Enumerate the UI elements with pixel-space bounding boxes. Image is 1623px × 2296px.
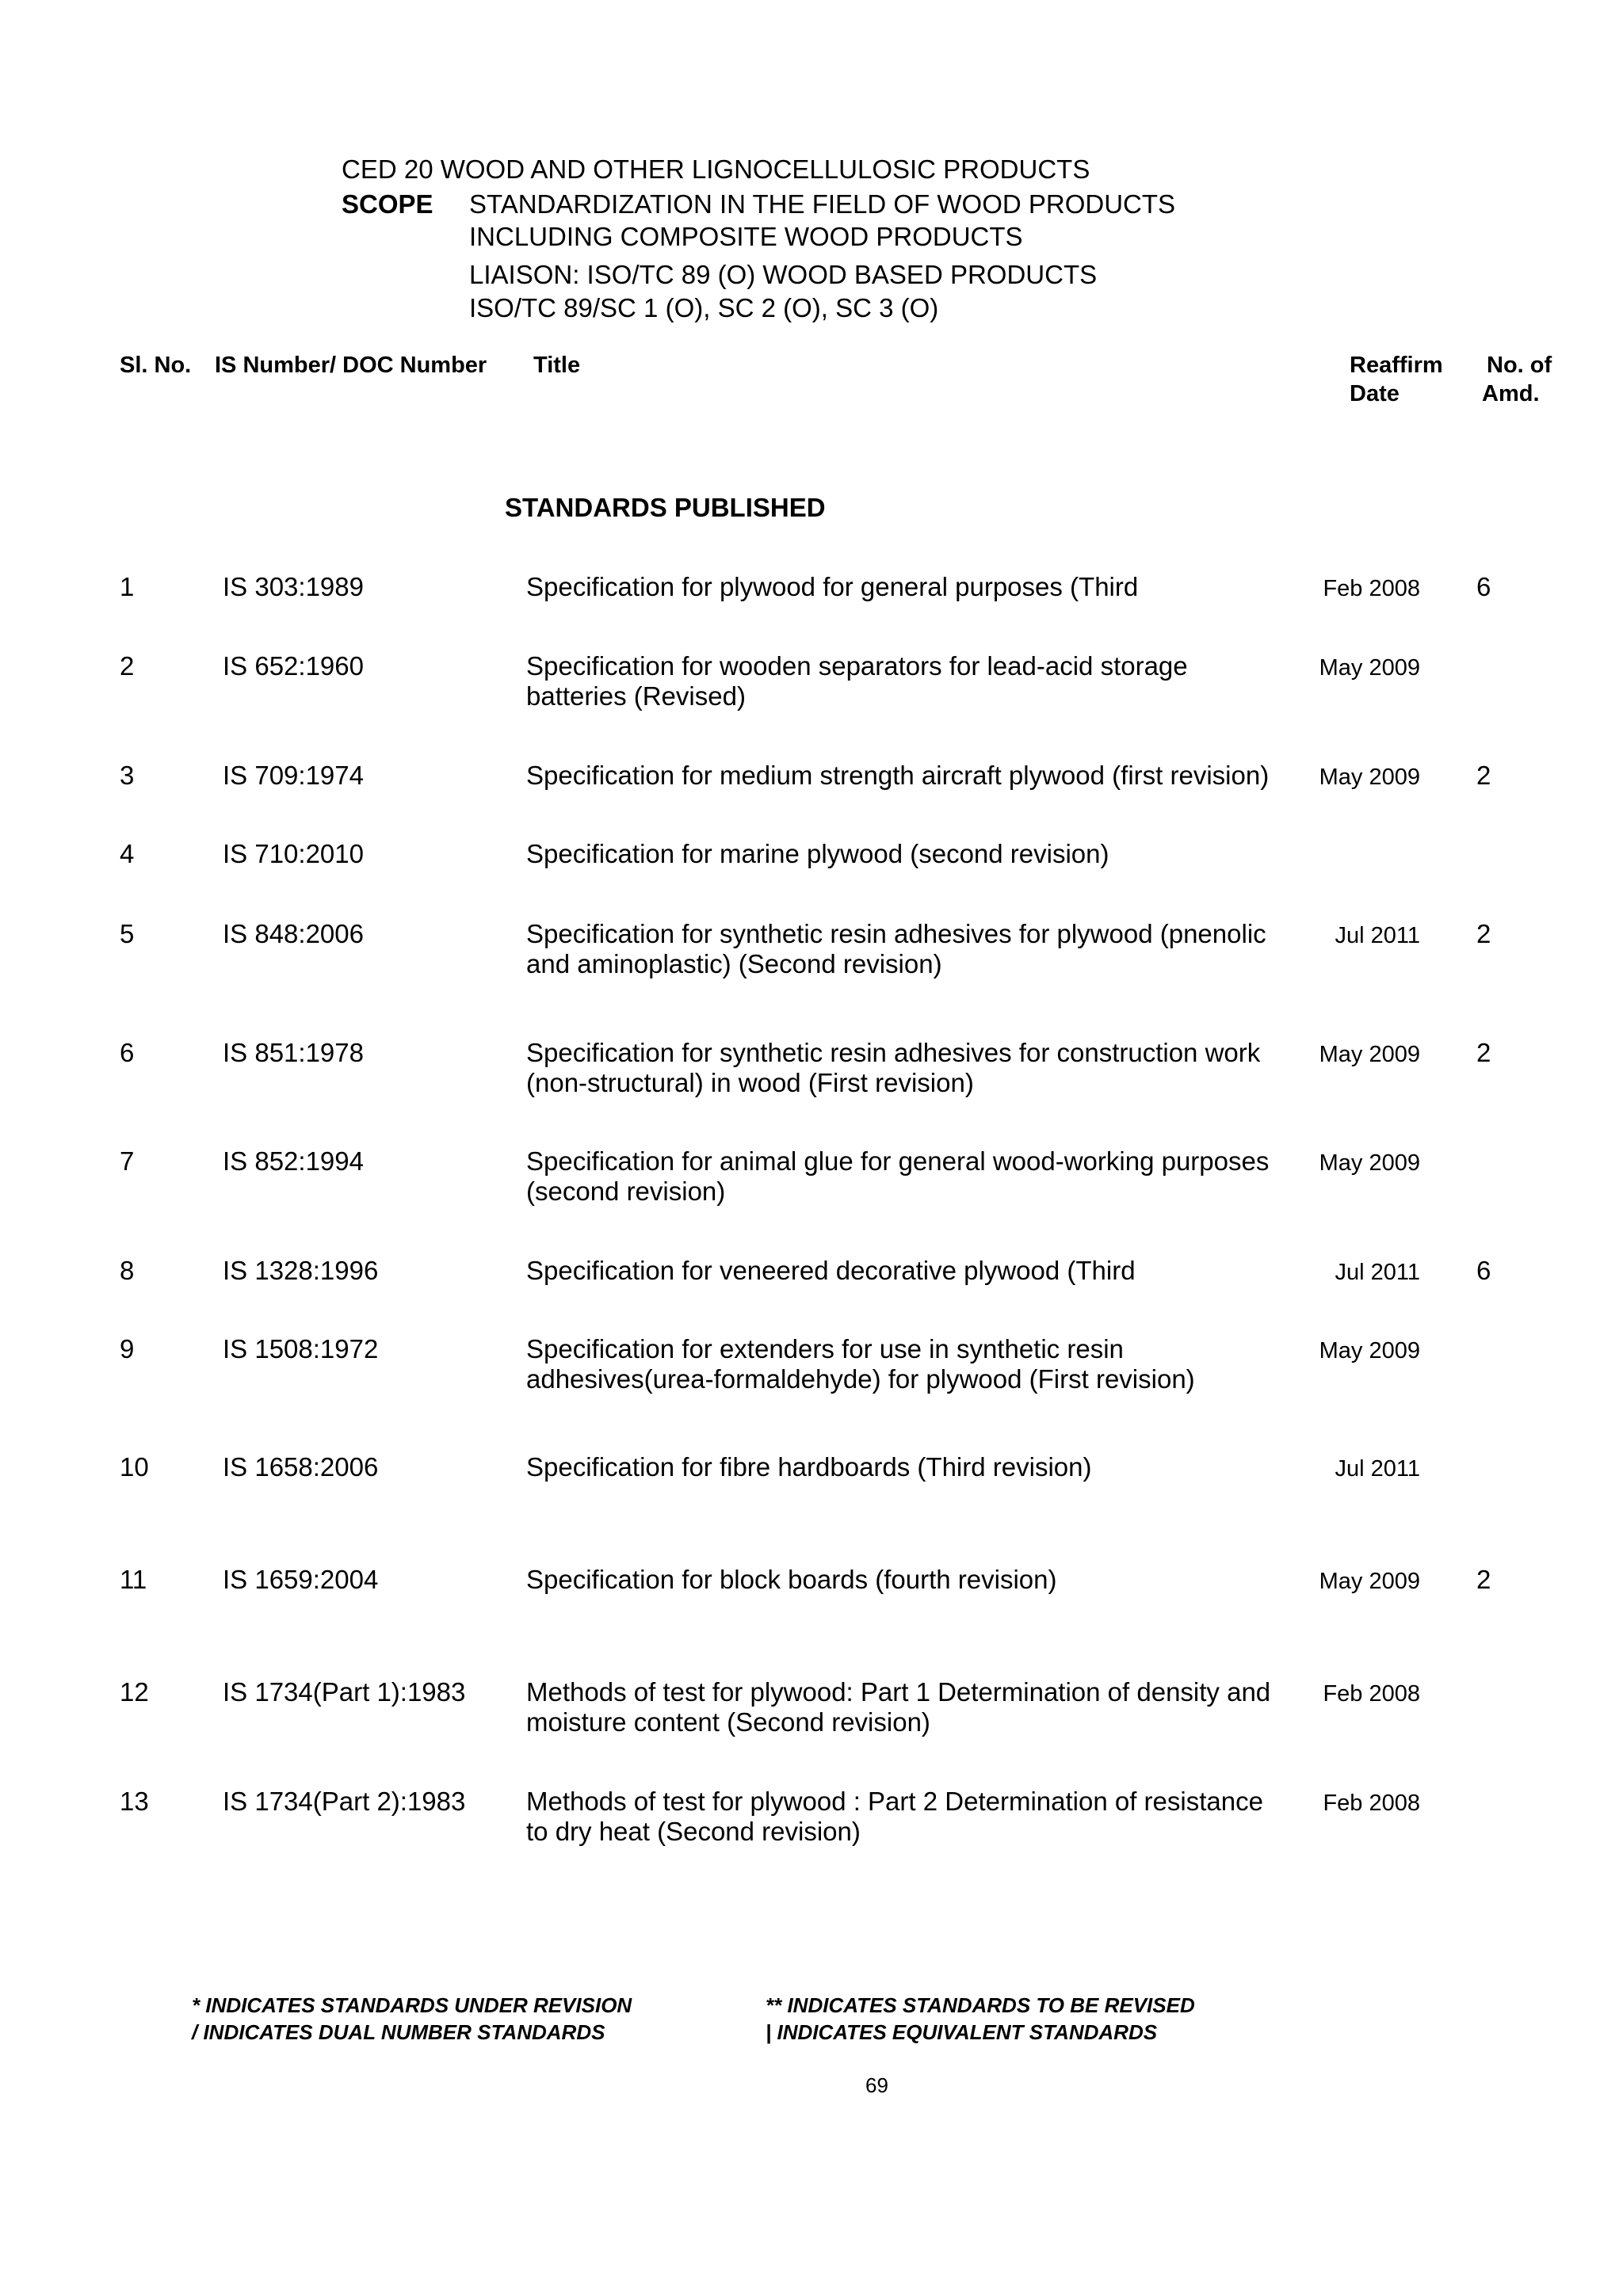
row-sl-number: 4 [120, 839, 135, 868]
column-header-title: Title [533, 353, 581, 378]
row-sl-number: 5 [120, 919, 135, 948]
row-title: Specification for synthetic resin adhesives for plywood (pnenolic and aminoplastic) (Second revision) [526, 919, 1266, 978]
scope-line-2: INCLUDING COMPOSITE WOOD PRODUCTS [469, 222, 1023, 251]
row-amendments: 2 [1476, 919, 1491, 948]
row-is-number: IS 851:1978 [223, 1038, 364, 1067]
row-title: Specification for fibre hardboards (Third revision) [526, 1452, 1092, 1482]
row-reaffirm-date: Feb 2008 [1323, 576, 1420, 601]
section-title: STANDARDS PUBLISHED [505, 493, 826, 522]
row-title: Specification for block boards (fourth revision) [526, 1565, 1057, 1594]
page-number: 69 [865, 2073, 888, 2097]
row-title: Specification for wooden separators for lead-acid storage batteries (Revised) [526, 651, 1188, 711]
liaison-line-1: LIAISON: ISO/TC 89 (O) WOOD BASED PRODUCTS [469, 260, 1098, 289]
row-reaffirm-date: May 2009 [1319, 1150, 1420, 1176]
footer-note-under-revision: * INDICATES STANDARDS UNDER REVISION [192, 1993, 632, 2017]
row-is-number: IS 852:1994 [223, 1146, 364, 1176]
row-sl-number: 6 [120, 1038, 135, 1067]
row-sl-number: 9 [120, 1334, 135, 1363]
row-sl-number: 10 [120, 1452, 149, 1482]
footer-note-equivalent: | INDICATES EQUIVALENT STANDARDS [766, 2020, 1158, 2044]
row-title: Specification for extenders for use in synthetic resin adhesives(urea-formaldehyde) for plywood (First revision) [526, 1334, 1195, 1394]
row-reaffirm-date: May 2009 [1319, 765, 1420, 790]
footer-note-to-be-revised: ** INDICATES STANDARDS TO BE REVISED [766, 1993, 1195, 2017]
row-sl-number: 11 [120, 1565, 147, 1594]
scope-label: SCOPE [342, 189, 433, 219]
row-amendments: 2 [1476, 1038, 1491, 1067]
row-is-number: IS 1658:2006 [223, 1452, 379, 1482]
column-header-is-number: IS Number/ DOC Number [215, 353, 487, 378]
row-title: Specification for synthetic resin adhesives for construction work (non-structural) in wood (First revision) [526, 1038, 1261, 1097]
row-title: Specification for marine plywood (second revision) [526, 839, 1109, 868]
liaison-line-2: ISO/TC 89/SC 1 (O), SC 2 (O), SC 3 (O) [469, 293, 939, 322]
row-reaffirm-date: Jul 2011 [1335, 1456, 1420, 1482]
row-amendments: 2 [1476, 1565, 1491, 1594]
row-amendments: 2 [1476, 761, 1491, 790]
row-title: Specification for medium strength aircraft plywood (first revision) [526, 761, 1270, 790]
row-title: Methods of test for plywood: Part 1 Determination of density and moisture content (Second revision) [526, 1677, 1271, 1737]
row-reaffirm-date: May 2009 [1319, 655, 1420, 681]
row-reaffirm-date: May 2009 [1319, 1042, 1420, 1067]
row-reaffirm-date: May 2009 [1319, 1338, 1420, 1363]
row-is-number: IS 1508:1972 [223, 1334, 379, 1363]
row-reaffirm-date: May 2009 [1319, 1569, 1420, 1594]
row-reaffirm-date: Jul 2011 [1335, 923, 1420, 948]
row-reaffirm-date: Feb 2008 [1323, 1681, 1420, 1707]
footer-note-dual-number: / INDICATES DUAL NUMBER STANDARDS [192, 2020, 605, 2044]
row-is-number: IS 848:2006 [223, 919, 364, 948]
row-sl-number: 2 [120, 651, 135, 681]
row-amendments: 6 [1476, 572, 1491, 601]
row-title: Methods of test for plywood : Part 2 Determination of resistance to dry heat (Second revision) [526, 1787, 1263, 1846]
committee-line: CED 20 WOOD AND OTHER LIGNOCELLULOSIC PRODUCTS [342, 154, 1090, 184]
row-is-number: IS 1734(Part 2):1983 [223, 1787, 466, 1816]
column-header-amd: Amd. [1482, 381, 1540, 406]
column-header-sl-no: Sl. No. [120, 353, 192, 378]
row-reaffirm-date: Jul 2011 [1335, 1260, 1420, 1285]
row-is-number: IS 652:1960 [223, 651, 364, 681]
row-is-number: IS 1328:1996 [223, 1256, 379, 1285]
column-header-no-of: No. of [1487, 353, 1552, 378]
row-title: Specification for plywood for general purposes (Third [526, 572, 1139, 601]
row-title: Specification for veneered decorative plywood (Third [526, 1256, 1136, 1285]
row-is-number: IS 709:1974 [223, 761, 364, 790]
row-is-number: IS 303:1989 [223, 572, 364, 601]
row-sl-number: 12 [120, 1677, 149, 1707]
row-is-number: IS 1659:2004 [223, 1565, 379, 1594]
column-header-reaffirm: Reaffirm [1350, 353, 1443, 378]
row-sl-number: 13 [120, 1787, 149, 1816]
column-header-date: Date [1350, 381, 1400, 406]
row-sl-number: 3 [120, 761, 135, 790]
row-sl-number: 8 [120, 1256, 135, 1285]
row-title: Specification for animal glue for general wood-working purposes (second revision) [526, 1146, 1270, 1206]
row-is-number: IS 710:2010 [223, 839, 364, 868]
row-is-number: IS 1734(Part 1):1983 [223, 1677, 466, 1707]
row-amendments: 6 [1476, 1256, 1491, 1285]
scope-line-1: STANDARDIZATION IN THE FIELD OF WOOD PRODUCTS [469, 189, 1176, 219]
row-sl-number: 7 [120, 1146, 135, 1176]
row-reaffirm-date: Feb 2008 [1323, 1791, 1420, 1816]
row-sl-number: 1 [120, 572, 135, 601]
